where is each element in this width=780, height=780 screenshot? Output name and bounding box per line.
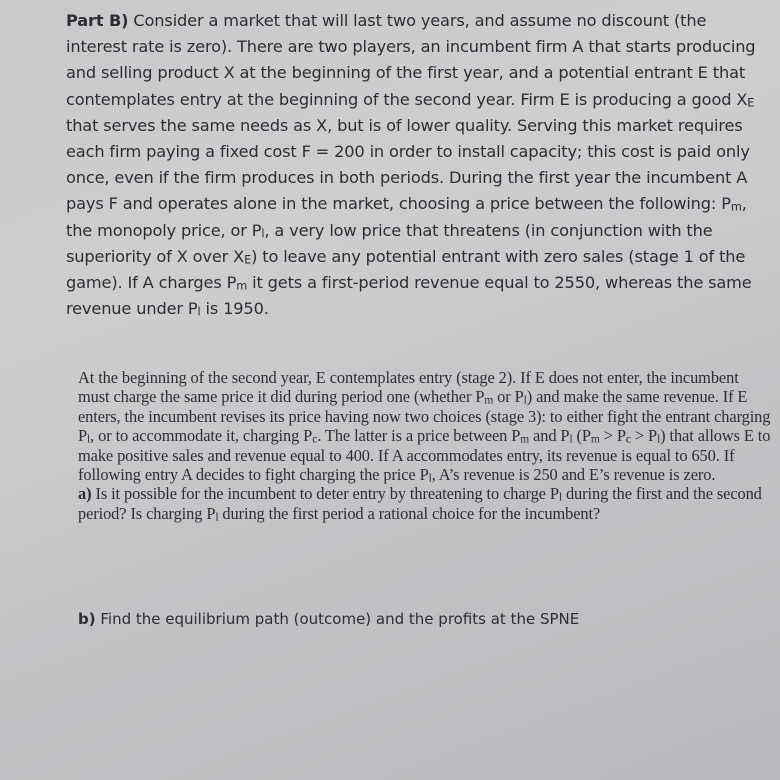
part-b-label: Part B) (66, 11, 129, 30)
text-run: is 1950. (200, 299, 269, 319)
subscript: E (244, 252, 252, 267)
text-run: , the monopoly price, or P (66, 194, 747, 240)
question-a-label: a) (78, 484, 92, 504)
text-run: , or to accommodate it, charging P (90, 426, 313, 446)
question-b (78, 609, 773, 629)
subscript: l (569, 433, 573, 446)
subscript: m (520, 433, 530, 446)
part-b-paragraph (66, 8, 771, 322)
subscript: l (261, 226, 265, 241)
subscript: c (625, 433, 631, 446)
subscript: m (236, 278, 248, 293)
text-run: ) and make the same revenue. If E enters, the incumbent revises its price having now two choices (stage 3): to either fight the entrant charging P (78, 387, 771, 446)
subscript: m (730, 200, 742, 215)
text-run: Is it possible for the incumbent to deter entry by threatening to charge P (91, 484, 559, 504)
subscript: l (523, 395, 527, 408)
text-run: it gets a first-period revenue equal to 2550, whereas the same revenue under P (66, 273, 752, 319)
question-b-label: b) (78, 610, 96, 628)
text-run: (P (572, 426, 591, 446)
text-run: , a very low price that threatens (in conjunction with the superiority of X over X (66, 220, 713, 266)
subscript: c (312, 433, 318, 446)
subscript: l (215, 511, 219, 524)
text-run: > P (599, 426, 626, 446)
text-run: during the first and the second period? Is charging P (78, 484, 762, 523)
text-run: At the beginning of the second year, E contemplates entry (stage 2). If E does not enter, the incumbent must charge the same price it did during period one (whether P (78, 368, 739, 407)
text-run: Consider a market that will last two years, and assume no discount (the interest rate is zero). There are two players, an incumbent firm A that starts producing and selling product X at the beginning of the first year, and a potential entrant E that contemplates entry at the beginning of the second year. Firm E is producing a good X (66, 11, 756, 109)
text-run: that serves the same needs as X, but is of lower quality. Serving this market requires each firm paying a fixed cost F = 200 in order to install capacity; this cost is paid only once, even if the firm produces in both periods. During the first year the incumbent A pays F and operates alone in the market, choosing a price between the following: P (66, 115, 750, 214)
question-b-text: Find the equilibrium path (outcome) and the profits at the SPNE (95, 610, 580, 628)
text-run: and P (529, 426, 570, 446)
text-run: . The latter is a price between P (317, 426, 521, 446)
text-run: during the first period a rational choice for the incumbent? (218, 503, 601, 523)
subscript: l (558, 492, 562, 505)
second-year-paragraph (78, 368, 773, 523)
text-run: ) to leave any potential entrant with zero sales (stage 1 of the game). If A charges P (66, 246, 746, 293)
text-run: or P (493, 387, 524, 407)
text-run: > P (630, 426, 658, 446)
subscript: l (87, 433, 91, 446)
subscript: l (197, 304, 201, 319)
text-run: ) that allows E to make positive sales and revenue equal to 400. If A accommodates entry, its revenue is equal to 650. If following entry A decides to fight charging the price P (78, 426, 771, 485)
subscript: l (657, 433, 661, 446)
subscript: m (590, 433, 600, 446)
subscript: E (747, 95, 755, 110)
text-run: , A’s revenue is 250 and E’s revenue is zero. (431, 465, 716, 485)
subscript: m (484, 395, 494, 408)
subscript: l (428, 472, 432, 485)
